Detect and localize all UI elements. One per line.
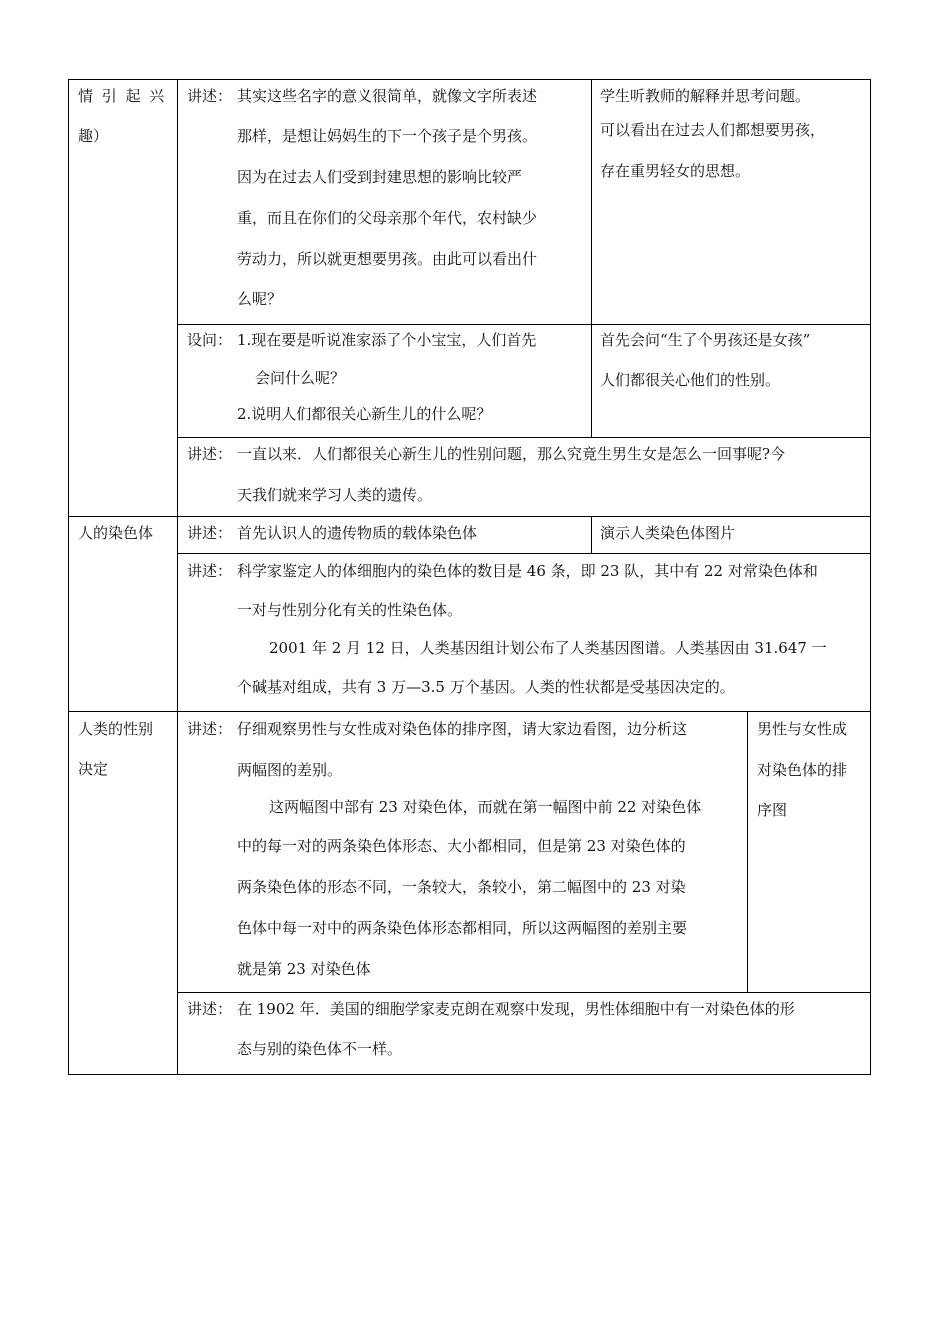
note-line: 首先会问“生了个男孩还是女孩” xyxy=(600,331,811,349)
note-line: 人们都很关心他们的性别。 xyxy=(600,371,781,389)
table-border-top xyxy=(68,79,871,80)
cell-text-line: 2.说明人们都很关心新生儿的什么呢？ xyxy=(237,405,492,423)
cell-text-line: 科学家鉴定人的体细胞内的染色体的数目是 46 条，即 23 队，其中有 22 对常染色体和 xyxy=(237,562,818,580)
cell-text-line: 一直以来．人们都很关心新生儿的性别问题，那么究竟生男生女是怎么一回事呢?今 xyxy=(237,445,786,463)
note-line: 序图 xyxy=(757,801,788,819)
cell-text-line: 重，而且在你们的父母亲那个年代，农村缺少 xyxy=(237,209,538,227)
section-label-line: 人类的性别 xyxy=(78,720,154,738)
cell-label: 讲述： xyxy=(187,445,233,463)
cell-text-line: 一对与性别分化有关的性染色体。 xyxy=(237,601,463,619)
cell-label: 设问： xyxy=(187,331,233,349)
cell-text-line: 首先认识人的遗传物质的载体染色体 xyxy=(237,524,478,542)
note-line: 对染色体的排 xyxy=(757,761,848,779)
cell-text-line: 在 1902 年．美国的细胞学家麦克朗在观察中发现，男性体细胞中有一对染色体的形 xyxy=(237,1000,795,1018)
cell-text-line: 中的每一对的两条染色体形态、大小都相同，但是第 23 对染色体的 xyxy=(237,837,686,855)
row-divider xyxy=(68,711,871,712)
row-divider xyxy=(177,992,871,993)
cell-text-line: 会问什么呢？ xyxy=(255,369,346,387)
cell-text-line: 天我们就来学习人类的遗传。 xyxy=(237,486,433,504)
row-divider xyxy=(177,553,871,554)
note-line: 男性与女性成 xyxy=(757,720,848,738)
section-label-line: 情 引 起 兴 xyxy=(78,87,167,105)
cell-label: 讲述： xyxy=(187,87,233,105)
row-divider xyxy=(177,324,871,325)
note-line: 学生听教师的解释并思考问题。 xyxy=(600,87,811,105)
note-line: 演示人类染色体图片 xyxy=(600,524,736,542)
table-border-left xyxy=(68,79,69,1075)
cell-text-line: 个碱基对组成，共有 3 万—3.5 万个基因。人类的性状都是受基因决定的。 xyxy=(237,678,735,696)
row-divider xyxy=(68,516,871,517)
cell-text-line: 因为在过去人们受到封建思想的影响比较严 xyxy=(237,168,523,186)
cell-label: 讲述： xyxy=(187,562,233,580)
cell-text-line: 两条染色体的形态不同，一条较大，条较小，第二幅图中的 23 对染 xyxy=(237,878,686,896)
column-divider xyxy=(177,79,178,1075)
column-divider xyxy=(747,711,748,993)
row-divider xyxy=(177,437,871,438)
cell-text-line: 仔细观察男性与女性成对染色体的排序图，请大家边看图，边分析这 xyxy=(237,720,688,738)
cell-text-line: 劳动力，所以就更想要男孩。由此可以看出什 xyxy=(237,250,538,268)
cell-text-line: 其实这些名字的意义很简单，就像文字所表述 xyxy=(237,87,538,105)
cell-text-line: 那样，是想让妈妈生的下一个孩子是个男孩。 xyxy=(237,127,538,145)
note-line: 可以看出在过去人们都想要男孩， xyxy=(600,121,826,139)
cell-text-line: 1.现在要是听说准家添了个小宝宝，人们首先 xyxy=(237,331,537,349)
cell-text-line: 么呢？ xyxy=(237,290,283,308)
cell-text-line: 态与别的染色体不一样。 xyxy=(237,1040,403,1058)
section-label-line: 趣） xyxy=(78,127,109,145)
cell-text-line: 就是第 23 对染色体 xyxy=(237,960,371,978)
section-label-line: 决定 xyxy=(78,760,109,778)
table-border-bottom xyxy=(68,1074,871,1075)
table-border-right xyxy=(870,79,871,1075)
cell-label: 讲述： xyxy=(187,524,233,542)
cell-text-line: 2001 年 2 月 12 日，人类基因组计划公布了人类基因图谱。人类基因由 31.647 一 xyxy=(269,639,827,657)
cell-text-line: 这两幅图中部有 23 对染色体，而就在第一幅图中前 22 对染色体 xyxy=(269,798,702,816)
cell-text-line: 两幅图的差别。 xyxy=(237,761,343,779)
section-label: 人的染色体 xyxy=(78,524,154,542)
cell-label: 讲述： xyxy=(187,1000,233,1018)
column-divider xyxy=(591,516,592,554)
cell-text-line: 色体中每一对中的两条染色体形态都相同，所以这两幅图的差别主要 xyxy=(237,919,688,937)
note-line: 存在重男轻女的思想。 xyxy=(600,162,751,180)
cell-label: 讲述： xyxy=(187,720,233,738)
column-divider xyxy=(591,79,592,438)
